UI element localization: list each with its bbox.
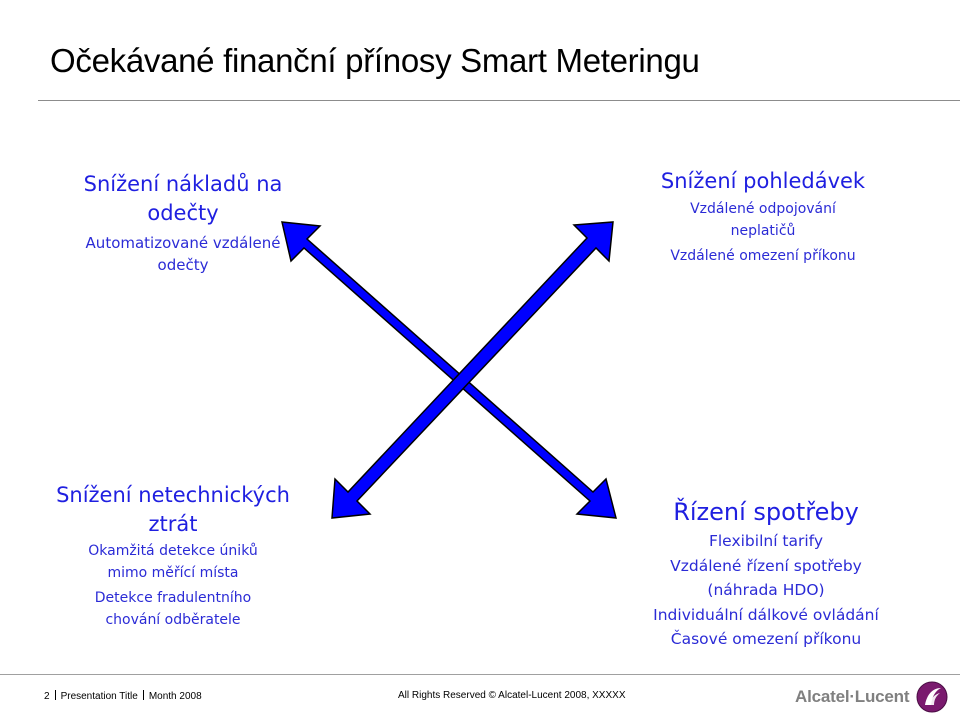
quadrant-item: Flexibilní tarify: [708, 532, 824, 550]
presentation-title: Presentation Title: [60, 691, 138, 702]
quadrant-heading: Snížení pohledávek: [660, 169, 866, 193]
quadrant-technical-losses: [48, 481, 298, 631]
presentation-date: Month 2008: [148, 691, 202, 702]
quadrant-item: Časové omezení příkonu: [670, 630, 862, 648]
quadrant-heading: Snížení netechnických ztrát: [56, 483, 290, 536]
quadrant-heading: Řízení spotřeby: [673, 498, 859, 526]
quadrant-item: Okamžitá detekce úniků mimo měřící místa: [88, 543, 258, 581]
quadrant-heading: Snížení nákladů na odečty: [83, 172, 283, 225]
alcatel-lucent-logo: [795, 677, 949, 717]
quadrant-item: Individuální dálkové ovládání: [653, 605, 879, 624]
quadrant-receivables: [598, 167, 928, 267]
slide-title: Očekávané finanční přínosy Smart Meteringu: [50, 42, 700, 79]
logo-text: Alcatel·Lucent: [795, 687, 910, 706]
footer-meta: [44, 690, 202, 702]
quadrant-item: Vzdálené omezení příkonu: [670, 248, 856, 264]
quadrant-item: Detekce fradulentního chování odběratele: [94, 590, 252, 628]
quadrant-item: Vzdálené odpojování neplatičů: [690, 201, 836, 239]
footer-divider: [0, 674, 960, 675]
quadrant-item: Vzdálené řízení spotřeby (náhrada HDO): [670, 556, 862, 599]
copyright-notice: All Rights Reserved © Alcatel-Lucent 2008, XXXXX: [398, 690, 626, 701]
alcatel-lucent-logo-icon: [915, 680, 949, 714]
page-number: 2: [44, 691, 50, 702]
quadrant-consumption-control: [610, 496, 922, 652]
quadrant-item: Automatizované vzdálené odečty: [85, 234, 281, 274]
quadrant-reading-costs: [58, 170, 308, 276]
